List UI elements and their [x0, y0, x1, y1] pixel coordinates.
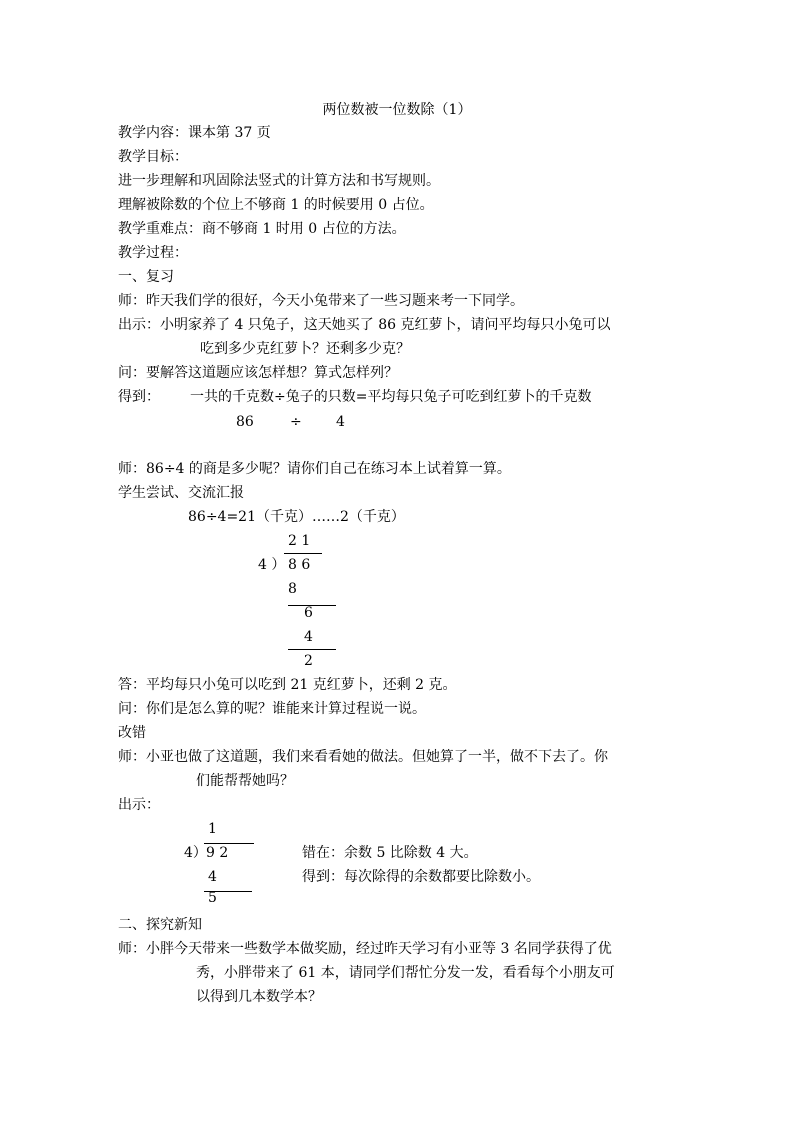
- ld2-quotient: 1: [208, 821, 217, 837]
- student-report: 学生尝试、交流汇报: [118, 485, 244, 501]
- goal-item-2: 理解被除数的个位上不够商 1 的时候要用 0 占位。: [118, 197, 434, 213]
- teacher-line-4-cont-1: 秀，小胖带来了 61 本，请同学们帮忙分发一发，看看每个小朋友可: [196, 965, 615, 981]
- show-label-2: 出示：: [118, 797, 160, 813]
- ld2-remainder: 5: [208, 890, 217, 906]
- calculation: 86÷4=21（千克）……2（千克）: [188, 509, 405, 525]
- teacher-line-4-cont-2: 以得到几本数学本？: [196, 989, 322, 1005]
- teaching-content: 教学内容：课本第 37 页: [118, 125, 271, 141]
- ld1-remainder: 2: [304, 653, 313, 669]
- section-fix: 改错: [118, 725, 146, 741]
- show-problem-1: 出示：小明家养了 4 只兔子，这天她买了 86 克红萝卜，请问平均每只小兔可以: [118, 317, 611, 333]
- result-label-1: 得到：: [118, 389, 160, 405]
- teacher-line-2: 师：86÷4 的商是多少呢？请你们自己在练习本上试着算一算。: [118, 461, 511, 477]
- teacher-line-3-cont: 们能帮帮她吗？: [196, 773, 294, 789]
- ld1-bar: [284, 553, 322, 554]
- ld2-divisor: 4）: [184, 845, 207, 861]
- ld1-rule-2: [288, 649, 336, 650]
- ld1-step-1: 8: [288, 581, 297, 597]
- teacher-line-4: 师：小胖今天带来一些数学本做奖励，经过昨天学习有小亚等 3 名同学获得了优: [118, 941, 612, 957]
- section-review: 一、复习: [118, 269, 174, 285]
- question-1: 问：要解答这道题应该怎样想？算式怎样列？: [118, 365, 398, 381]
- result-note-2: 得到：每次除得的余数都要比除数小。: [302, 869, 540, 885]
- ld1-dividend: 8 6: [288, 557, 311, 573]
- process-label: 教学过程：: [118, 245, 188, 261]
- ld2-dividend: 9 2: [206, 845, 229, 861]
- result-formula-1: 一共的千克数÷兔子的只数=平均每只兔子可吃到红萝卜的千克数: [190, 389, 592, 405]
- teacher-line-1: 师：昨天我们学的很好，今天小兔带来了一些习题来考一下同学。: [118, 293, 524, 309]
- key-difficulty: 教学重难点：商不够商 1 时用 0 占位的方法。: [118, 221, 406, 237]
- ld1-step-3: 4: [304, 629, 313, 645]
- eq-dividend: 86: [236, 414, 254, 430]
- teacher-line-3: 师：小亚也做了这道题，我们来看看她的做法。但她算了一半，做不下去了。你: [118, 749, 608, 765]
- answer-line: 答：平均每只小兔可以吃到 21 克红萝卜，还剩 2 克。: [118, 677, 457, 693]
- goal-item-1: 进一步理解和巩固除法竖式的计算方法和书写规则。: [118, 173, 440, 189]
- error-note: 错在：余数 5 比除数 4 大。: [302, 845, 478, 861]
- ld1-step-2: 6: [304, 605, 313, 621]
- ld1-divisor: 4 ）: [258, 557, 286, 573]
- question-2: 问：你们是怎么算的呢？谁能来计算过程说一说。: [118, 701, 426, 717]
- eq-divisor: 4: [336, 414, 345, 430]
- ld2-step-1: 4: [208, 869, 217, 885]
- eq-divide-sign: ÷: [290, 414, 302, 430]
- page-title: 两位数被一位数除（1）: [322, 102, 472, 118]
- show-problem-1-cont: 吃到多少克红萝卜？还剩多少克？: [200, 341, 410, 357]
- goal-label: 教学目标：: [118, 149, 188, 165]
- ld1-quotient: 2 1: [288, 533, 311, 549]
- section-explore: 二、探究新知: [118, 917, 202, 933]
